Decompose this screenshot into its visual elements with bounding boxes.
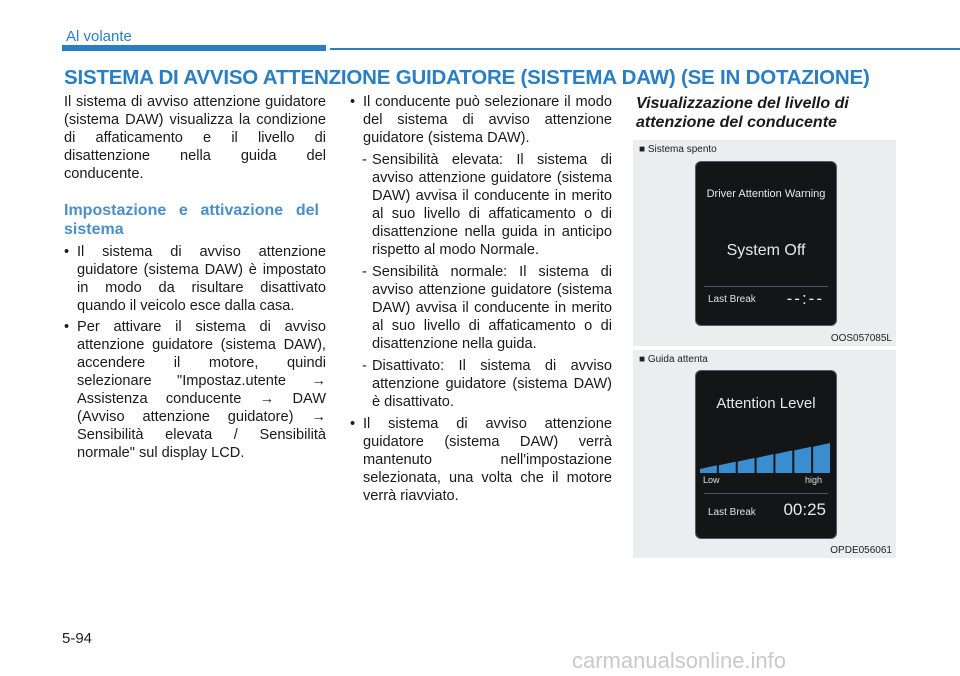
level-segment [813,443,830,473]
figure-code: OPDE056061 [830,545,892,556]
page-title: SISTEMA DI AVVISO ATTENZIONE GUIDATORE (SISTEMA DAW) (SE IN DOTAZIONE) [64,66,870,89]
screen-header: Attention Level [716,395,816,412]
screen-status: System Off [726,242,806,259]
level-segment [794,447,811,473]
cluster-screen [695,161,837,326]
bullet-item: • Per attivare il sistema di avviso attenzione guidatore (sistema DAW), accendere il motore, quindi selezionare "Impostaz.utente → Assistenza conducente → DAW (Avviso attenzione guidatore) → Sensibilità elevata / Sensibilità normale" sul display LCD. [64,318,326,462]
level-segment [775,450,792,473]
column-2 [350,93,612,505]
last-break-label: Last Break [708,294,756,305]
watermark: carmanualsonline.info [572,648,787,673]
screen-divider [704,286,828,287]
screen-header: Driver Attention Warning [706,188,826,200]
last-break-label: Last Break [708,507,756,518]
attention-level-bars [700,443,830,473]
figure-code: OOS057085L [830,333,892,344]
figure-label: ■ Sistema spento [639,144,717,155]
header-rule-thick [62,45,326,51]
cluster-screen [695,370,837,539]
bullet-item: • Il conducente può selezionare il modo del sistema di avviso attenzione guidatore (sistema DAW). [350,93,612,147]
dash-item: - Sensibilità normale: Il sistema di avviso attenzione guidatore (sistema DAW) avvisa il conducente in merito al suo livello di affaticamento o di disattenzione nella guida. [350,263,612,353]
dash-item: - Disattivato: Il sistema di avviso attenzione guidatore (sistema DAW) è disattivato. [350,357,612,411]
header-rule-thin [330,48,960,50]
level-segment [738,458,755,473]
level-segment [700,465,717,473]
screen-divider [704,493,828,494]
level-segment [719,462,736,473]
bullet-item: • Il sistema di avviso attenzione guidatore (sistema DAW) verrà mantenuto nell'impostazione selezionata, una volta che il motore verrà riavviato. [350,415,612,505]
level-segment [757,454,774,473]
last-break-value: 00:25 [783,500,826,519]
display-section-title: Visualizzazione del livello di attenzione del conducente [636,95,849,131]
page-number: 5-94 [62,630,93,647]
intro-paragraph: Il sistema di avviso attenzione guidatore (sistema DAW) visualizza la condizione di affaticamento e il livello di disattenzione nella guida del conducente. [64,94,326,182]
figure-system-off [633,140,896,346]
high-label: high [804,475,822,485]
subheading-setup: Impostazione e attivazione del sistema [64,202,319,238]
dash-item: - Sensibilità elevata: Il sistema di avviso attenzione guidatore (sistema DAW) avvisa il conducente in merito al suo livello di affaticamento o di disattenzione nella guida in anticipo rispetto al modo Normale. [350,151,612,259]
low-label: Low [703,475,720,485]
figure-label: ■ Guida attenta [639,354,708,365]
column-1 [64,93,326,462]
figure-attentive [633,350,896,558]
last-break-value: --:-- [786,289,824,308]
bullet-item: • Il sistema di avviso attenzione guidatore (sistema DAW) è impostato in modo da risultare disattivato quando il veicolo esce dalla casa. [64,243,326,315]
section-label: Al volante [66,28,132,45]
